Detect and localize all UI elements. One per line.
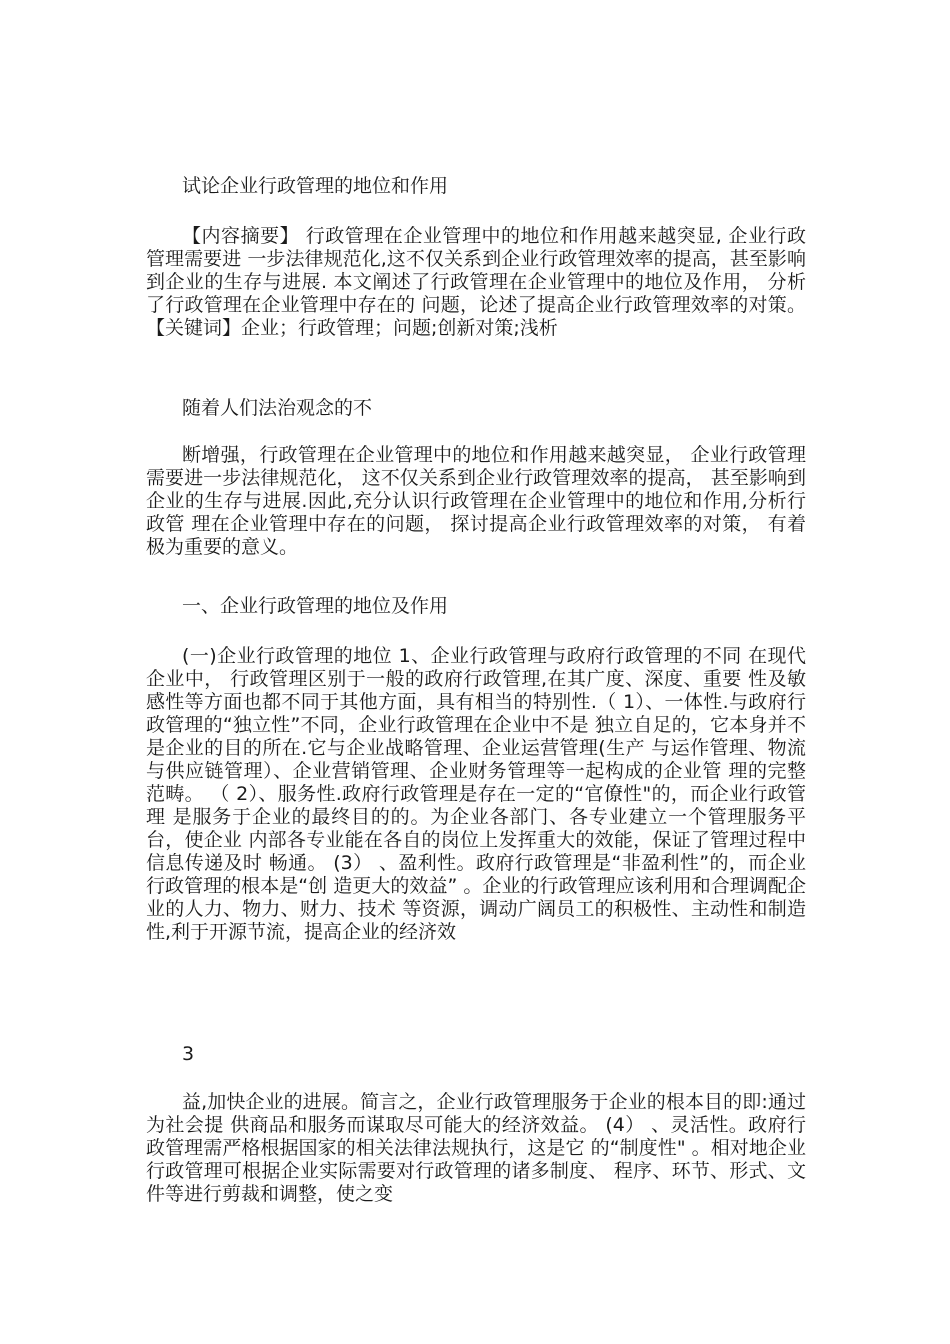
body-paragraph: 随着人们法治观念的不 <box>182 397 373 419</box>
body-paragraph: 益,加快企业的进展。简言之，企业行政管理服务于企业的根本目的即:通过为社会提 供商品和服务而谋取尽可能大的经济效益。 (4） 、灵活性。政府行政管理需严格根据国家的相关法律法规执行，这是它 的“制度性" 。相对地企业行政管理可根据企业实际需要对行政管理的诸多制度、 程序、环节、形式、文件等进行剪裁和调整，使之变 <box>146 1091 806 1205</box>
section-heading: 一、企业行政管理的地位及作用 <box>182 595 449 617</box>
page-number: 3 <box>182 1043 195 1065</box>
body-paragraph: (一)企业行政管理的地位 1、企业行政管理与政府行政管理的不同 在现代企业中， 行政管理区别于一般的政府行政管理,在其广度、深度、重要 性及敏感性等方面也都不同于其他方面，具有相当的特别性.（ 1）、一体性.与政府行政管理的“独立性”不同，企业行政管理在企业中不是 独立自足的，它本身并不是企业的目的所在.它与企业战略管理、企业运营管理(生产 与运作管理、物流与供应链管理）、企业营销管理、企业财务管理等一起构成的企业管 理的完整范畴。 （ 2）、服务性.政府行政管理是存在一定的“官僚性"的，而企业行政管理 是服务于企业的最终目的的。为企业各部门、各专业建立一个管理服务平台，使企业 内部各专业能在各自的岗位上发挥重大的效能，保证了管理过程中信息传递及时 畅通。 (3） 、盈利性。政府行政管理是“非盈利性”的，而企业行政管理的根本是“创 造更大的效益” 。企业的行政管理应该利用和合理调配企业的人力、物力、财力、技术 等资源，调动广阔员工的积极性、主动性和制造性,利于开源节流，提高企业的经济效 <box>146 645 806 943</box>
document-title: 试论企业行政管理的地位和作用 <box>182 175 449 197</box>
abstract-paragraph: 【内容摘要】 行政管理在企业管理中的地位和作用越来越突显, 企业行政管理需要进 一步法律规范化,这不仅关系到企业行政管理效率的提高，甚至影响到企业的生存与进展. 本文阐述了行政管理在企业管理中的地位及作用， 分析了行政管理在企业管理中存在的 问题，论述了提高企业行政管理效率的对策。 【关键词】企业；行政管理；问题;创新对策;浅析 <box>146 225 806 339</box>
body-paragraph: 断增强，行政管理在企业管理中的地位和作用越来越突显， 企业行政管理需要进一步法律规范化， 这不仅关系到企业行政管理效率的提高， 甚至影响到 企业的生存与进展.因此,充分认识行政管理在企业管理中的地位和作用,分析行政管 理在企业管理中存在的问题， 探讨提高企业行政管理效率的对策， 有着极为重要的意义。 <box>146 444 806 558</box>
